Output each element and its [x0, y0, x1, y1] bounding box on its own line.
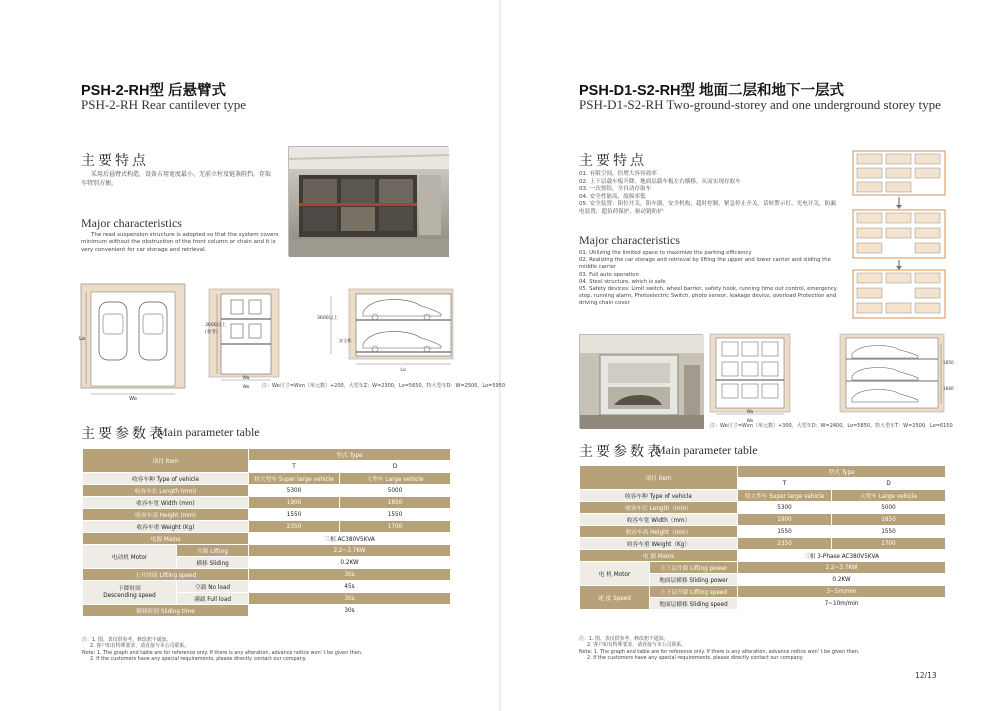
left-note-4: 2. If the customers have any special requirements, please directly contact our company.	[90, 656, 307, 662]
right-flow-diagram	[852, 150, 948, 320]
dim-wo-right: Wo	[746, 418, 754, 423]
right-note-1: 注：1. 图、表仅供参考，修改恕不通知。	[579, 636, 669, 642]
table-row: 横移时间 Sliding time 30s	[83, 605, 451, 617]
dim-height-sub: (参考)	[205, 330, 218, 335]
table-row: 收容车种 Type of vehicle 特大型车 Super large vehicle 大型车 Large vehicle	[580, 490, 946, 502]
dim-height2: 3600以上	[317, 316, 338, 321]
dim-lo: Lo	[400, 368, 406, 373]
table-row: 电源 Mains 三相 AC380V5KVA	[83, 533, 451, 545]
list-item: 05. Safety devices: Limit switch, wheel barrier, safety hook, running time out control, emergency stop, running alarm, Photoelectric Switch, photo sensor, leakage device, overload Protection and driving chain cover	[579, 286, 837, 307]
table-row: 满载 Full load 30s	[83, 593, 451, 605]
dim-h2: 1660	[943, 386, 954, 391]
table-row: 横移 Sliding 0.2KW	[83, 557, 451, 569]
right-note-4: 2. If the customers have any special requirements, please directly contact our company.	[587, 655, 804, 661]
list-item: 02. Realizing the car storage and retrieval by lifting the upper and lower carrier and sliding the middle carrier	[579, 257, 831, 271]
left-param-heading-cn: 主要参数表	[81, 426, 166, 442]
right-features-cn	[579, 171, 837, 217]
table-row: 收容车重 Weight（Kg） 2350 1700	[580, 538, 946, 550]
left-diagrams	[81, 284, 461, 409]
table-row: 收容车长 Length（mm） 5300 5000	[580, 502, 946, 514]
dim-height: 3600以上	[205, 323, 226, 328]
right-title-en: PSH-D1-S2-RH Two-ground-storey and one underground storey type	[579, 97, 941, 112]
page-spine	[499, 0, 501, 711]
left-major-heading: Major characteristics	[81, 216, 182, 230]
right-major-heading: Major characteristics	[579, 233, 680, 247]
dim-la: La	[79, 336, 85, 342]
left-diagram-note: 注：Wo尺寸=Wxn（单元数）+200，大型车Z：W=2300，Lo=5650，特大型车D：W=2500，Lo=5950	[262, 383, 506, 389]
left-note-3: Note: 1. The graph and table are for reference only. If there is any alteration, advance notice won' t be given then.	[82, 650, 363, 656]
table-row: 地面层横移 Sliding power 0.2KW	[580, 574, 946, 586]
left-note-2: 2. 客户如有特殊要求，请直接与本公司联系。	[90, 643, 190, 649]
table-row: 电动机 Motor 升降 Lifting 2.2~3.7KW	[83, 545, 451, 557]
left-major-text: The read suspension structure is adopted so that the system covers minimum without the obstruction of the front column or chain and it is very convenient for car storage and retrieval.	[81, 232, 279, 253]
table-row: 收容车宽 Width（mm） 1900 1850	[580, 514, 946, 526]
dim-h1: 1850	[943, 360, 954, 365]
table-row: 速 度 Speed 上下层升降 Lifting speed 3~5m/min	[580, 586, 946, 598]
list-item: 01. 有限空间，倍增大容容效率	[579, 171, 657, 177]
pit-label: 安全板	[339, 338, 352, 343]
table-row: 上升时间 Lifting speed 30s	[83, 569, 451, 581]
table-row: 电 机 Motor 上下层升降 Lifting power 2.2~3.7KW	[580, 562, 946, 574]
table-row: 电 源 Mains 三相 3-Phase AC380V5KVA	[580, 550, 946, 562]
left-note-1: 注：1. 图、表仅供参考，修改恕不通知。	[82, 637, 172, 643]
list-item: 04. 安全性能高，故障率低	[579, 193, 646, 200]
list-item: 02. 上下层载车板升降，地面层载车板左右横移，从而实现存取车	[579, 178, 741, 185]
dim-wa: Wa	[242, 376, 250, 381]
left-title-en: PSH-2-RH Rear cantilever type	[81, 97, 246, 112]
left-features-heading: 主要特点	[81, 153, 149, 169]
table-row: 下降时间 Descending speed 空载 No load 45s	[83, 581, 451, 593]
right-elevation-diagrams	[710, 334, 954, 424]
list-item: 03. 一次按钮，全自动存取车	[579, 186, 652, 193]
left-param-table: 项目 Item 型式 Type T D 收容车种 Type of vehicle 特大型车 Super large vehicle 大型车 Large vehicle 收容车长 Length (mm) 5300 5000 收容车宽 Width (mm) 1900 1850 收容车高 Height (mm) 1550 1550 收容车重 Weight (Kg) 2350 1700 电源 Mains 三相 AC380V5KVA 电动机 Motor 升降 Lifting 2.2~3.7KW 横移 Sliding 0.2KW 上升时间 Lifting speed 30s 下降时间 Descending speed 空载 No load 45s 满载 Full load 30s 横移时间 Sliding time 30s	[82, 448, 451, 617]
table-row: 收容车种 Type of vehicle 特大型车 Super large vehicle 大型车 Large vehicle	[83, 473, 451, 485]
left-garage-photo	[288, 146, 448, 256]
dim-wo2: Wo	[242, 385, 250, 390]
left-param-heading-en: Main parameter table	[157, 425, 260, 439]
list-item: 05. 安全装置：阻位开关，阻车器，安全机构，超时控制，紧急停止开关，话转警示灯、光电开关，防漏电装置，超负荷保护，驱动链防护	[579, 201, 836, 215]
right-note-2: 2. 客户如有特殊要求，请直接与本公司联系。	[587, 642, 687, 648]
table-row: 收容车高 Height (mm) 1550 1550	[83, 509, 451, 521]
right-title-cn: PSH-D1-S2-RH型 地面二层和地下一层式	[579, 83, 845, 99]
right-param-heading-en: Main parameter table	[655, 443, 758, 457]
right-param-table: 项目 Item 型式 Type T D 收容车种 Type of vehicle 特大型车 Super large vehicle 大型车 Large vehicle 收容车长 Length（mm） 5300 5000 收容车宽 Width（mm） 1900 1850 收容车高 Height（mm） 1550 1550 收容车重 Weight（Kg） 2350 1700 电 源 Mains 三相 3-Phase AC380V5KVA 电 机 Motor 上下层升降 Lifting power 2.2~3.7KW 地面层横移 Sliding power 0.2KW 速 度 Speed 上下层升降 Lifting speed 3~5m/min 地面层横移 Sliding speed 7~10m/min	[579, 465, 946, 610]
dim-wo: Wo	[129, 396, 137, 402]
right-diagram-note: 注：Wo尺寸=Wxn（单元数）+300，大型车D：W=2400，Lo=5850，特大型车T：W=2500，Lo=6150	[710, 423, 953, 429]
dim-wa-right: Wa	[746, 409, 754, 414]
page-number: 12/13	[915, 671, 937, 680]
list-item: 01. Utilizing the limited space to maximize the parking efficiency	[579, 250, 752, 256]
right-param-heading-cn: 主要参数表	[579, 444, 664, 460]
left-title-cn: PSH-2-RH型 后悬臂式	[81, 83, 227, 99]
list-item: 04. Steel structure, which is safe	[579, 278, 666, 285]
right-note-3: Note: 1. The graph and table are for reference only. If there is any alteration, advance notice won' t be given then.	[579, 649, 860, 655]
list-item: 03. Full auto operation	[579, 271, 639, 278]
table-row: 收容车长 Length (mm) 5300 5000	[83, 485, 451, 497]
table-row: 收容车重 Weight (Kg) 2350 1700	[83, 521, 451, 533]
table-row: 收容车宽 Width (mm) 1900 1850	[83, 497, 451, 509]
left-features-text: 采用后悬臂式构造，设备占用宽度最小，无前立柱及链条阻挡，存取车特别方便。	[81, 171, 272, 187]
right-features-en	[579, 250, 841, 308]
table-row: 地面层横移 Sliding speed 7~10m/min	[580, 598, 946, 610]
table-row: 收容车高 Height（mm） 1550 1550	[580, 526, 946, 538]
right-features-heading: 主要特点	[579, 153, 647, 169]
right-garage-photo	[579, 334, 703, 428]
